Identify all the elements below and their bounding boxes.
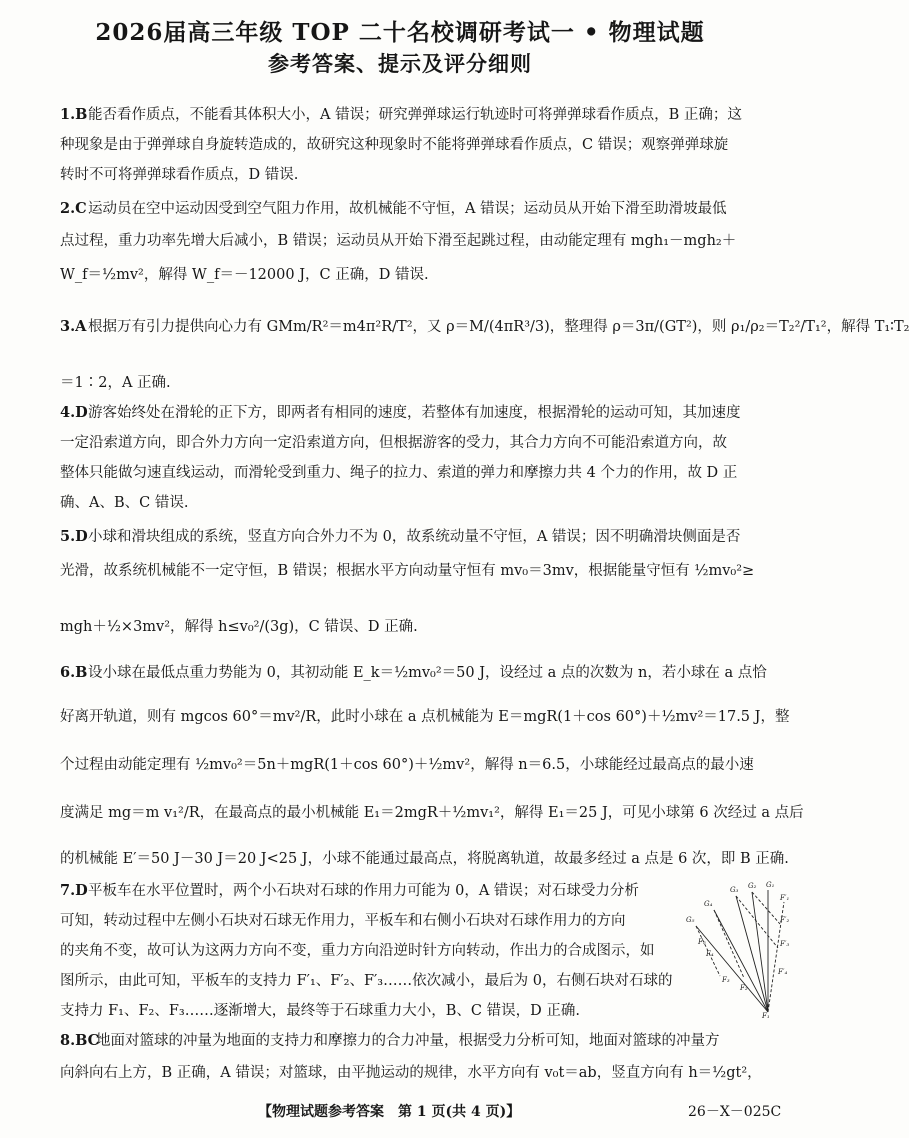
force-line	[714, 910, 744, 978]
answer-line: 设小球在最低点重力势能为 0，其初动能 E_k＝½mv₀²＝50 J，设经过 a 点的次数为 n，若小球在 a 点恰	[88, 665, 767, 681]
footer-code: 26－X－025C	[688, 1104, 782, 1120]
answer-line: 运动员在空中运动因受到空气阻力作用，故机械能不守恒，A 错误；运动员从开始下滑至助滑坡最低	[88, 201, 727, 217]
figure-label: F₄	[706, 950, 714, 958]
figure-label: G₂	[748, 882, 757, 890]
answer-line: 可知，转动过程中左侧小石块对石球无作用力，平板车和右侧小石块对石球作用力的方向	[60, 913, 626, 929]
answer-line: 图所示，由此可知，平板车的支持力 F′₁、F′₂、F′₃……依次减小，最后为 0，右侧石块对石球的	[60, 973, 673, 989]
figure-label: F′₃	[780, 940, 790, 948]
figure-label: G₃	[730, 886, 739, 894]
answer-line: 个过程由动能定理有 ½mv₀²＝5n＋mgR(1＋cos 60°)＋½mv²，解得 n＝6.5，小球能经过最高点的最小速	[60, 757, 754, 773]
force-line	[736, 896, 768, 1012]
figure-label: F₁	[762, 1012, 770, 1020]
question-number: 1.B	[60, 106, 88, 123]
answer-line: 转时不可将弹弹球看作质点，D 错误.	[60, 167, 299, 183]
figure-label: F₃	[722, 976, 730, 984]
figure-label: F′₁	[780, 894, 790, 902]
answer-line: 游客始终处在滑轮的正下方，即两者有相同的速度，若整体有加速度，根据滑轮的运动可知，其加速度	[88, 405, 741, 421]
answer-line: 小球和滑块组成的系统，竖直方向合外力不为 0，故系统动量不守恒，A 错误；因不明确滑块侧面是否	[88, 529, 741, 545]
figure-label: G₅	[686, 916, 695, 924]
answer-line: 确、A、B、C 错误.	[60, 495, 189, 511]
answer-line: 整体只能做匀速直线运动，而滑轮受到重力、绳子的拉力、索道的弹力和摩擦力共 4 个力的作用，故 D 正	[60, 465, 738, 481]
answer-line: 能否看作质点，不能看其体积大小，A 错误；研究弹弹球运行轨迹时可将弹弹球看作质点，B 正确；这	[88, 107, 742, 123]
answer-line: 度满足 mg＝m v₁²/R，在最高点的最小机械能 E₁＝2mgR＋½mv₁²，解得 E₁＝25 J，可见小球第 6 次经过 a 点后	[60, 805, 804, 821]
figure-label: G₁	[766, 881, 775, 889]
figure-label: F₅	[698, 938, 706, 946]
answer-line: 好离开轨道，则有 mgcos 60°＝mv²/R，此时小球在 a 点机械能为 E＝mgR(1＋cos 60°)＋½mv²＝17.5 J，整	[60, 709, 790, 725]
figure-label: F′₄	[778, 968, 788, 976]
figure-label: F₂	[740, 984, 748, 992]
question-number: 4.D	[60, 404, 88, 421]
page-subtitle: 参考答案、提示及评分细则	[268, 51, 532, 76]
question-number: 3.A	[60, 318, 87, 335]
force-line	[736, 896, 778, 948]
question-number: 2.C	[60, 200, 87, 217]
question-number: 7.D	[60, 882, 88, 899]
answer-line: 一定沿索道方向，即合外力方向一定沿索道方向，但根据游客的受力，其合力方向不可能沿索道方向，故	[60, 435, 727, 451]
figure-label: G₄	[704, 900, 713, 908]
figure-label: F′₂	[780, 916, 790, 924]
question-number: 8.BC	[60, 1032, 100, 1049]
answer-line: 点过程，重力功率先增大后减小，B 错误；运动员从开始下滑至起跳过程，由动能定理有 mgh₁－mgh₂＋	[60, 233, 737, 249]
answer-line: 种现象是由于弹弹球自身旋转造成的，故研究这种现象时不能将弹弹球看作质点，C 错误；观察弹弹球旋	[60, 137, 729, 153]
force-line	[752, 892, 768, 1012]
answer-line: mgh＋½×3mv²，解得 h≤v₀²/(3g)，C 错误、D 正确.	[60, 619, 418, 635]
answer-line: 根据万有引力提供向心力有 GMm/R²＝m4π²R/T²，又 ρ＝M/(4πR³/3)，整理得 ρ＝3π/(GT²)，则 ρ₁/ρ₂＝T₂²/T₁²，解得 T₁∶T₂	[88, 319, 909, 335]
answer-line: 平板车在水平位置时，两个小石块对石球的作用力可能为 0，A 错误；对石球受力分析	[88, 883, 639, 899]
page-title: 2026届高三年级 TOP 二十名校调研考试一 • 物理试题	[95, 19, 705, 46]
answer-line: 向斜向右上方，B 正确，A 错误；对篮球，由平抛运动的规律，水平方向有 v₀t＝ab，竖直方向有 h＝½gt²，	[60, 1065, 762, 1081]
question-number: 6.B	[60, 664, 88, 681]
answer-line: ＝1∶2，A 正确.	[60, 375, 171, 391]
answer-line: 的机械能 E′＝50 J－30 J＝20 J<25 J，小球不能通过最高点，将脱离轨道，故最多经过 a 点是 6 次，即 B 正确.	[60, 851, 789, 867]
answer-line: 的夹角不变，故可认为这两力方向不变，重力方向沿逆时针方向转动，作出力的合成图示，如	[60, 943, 655, 959]
footer-page-info: 【物理试题参考答案 第 1 页(共 4 页)】	[258, 1104, 521, 1120]
answer-line: 光滑，故系统机械能不一定守恒，B 错误；根据水平方向动量守恒有 mv₀＝3mv，根据能量守恒有 ½mv₀²≥	[60, 563, 755, 579]
answer-line: 地面对篮球的冲量为地面的支持力和摩擦力的合力冲量，根据受力分析可知，地面对篮球的冲量方	[96, 1033, 720, 1049]
force-line	[752, 892, 780, 924]
force-line	[696, 926, 768, 1012]
answer-line: W_f＝½mv²，解得 W_f＝－12000 J，C 正确，D 错误.	[60, 267, 429, 283]
force-diagram	[684, 878, 794, 1018]
question-number: 5.D	[60, 528, 88, 545]
answer-line: 支持力 F₁、F₂、F₃……逐渐增大，最终等于石球重力大小，B、C 错误，D 正确.	[60, 1003, 580, 1019]
